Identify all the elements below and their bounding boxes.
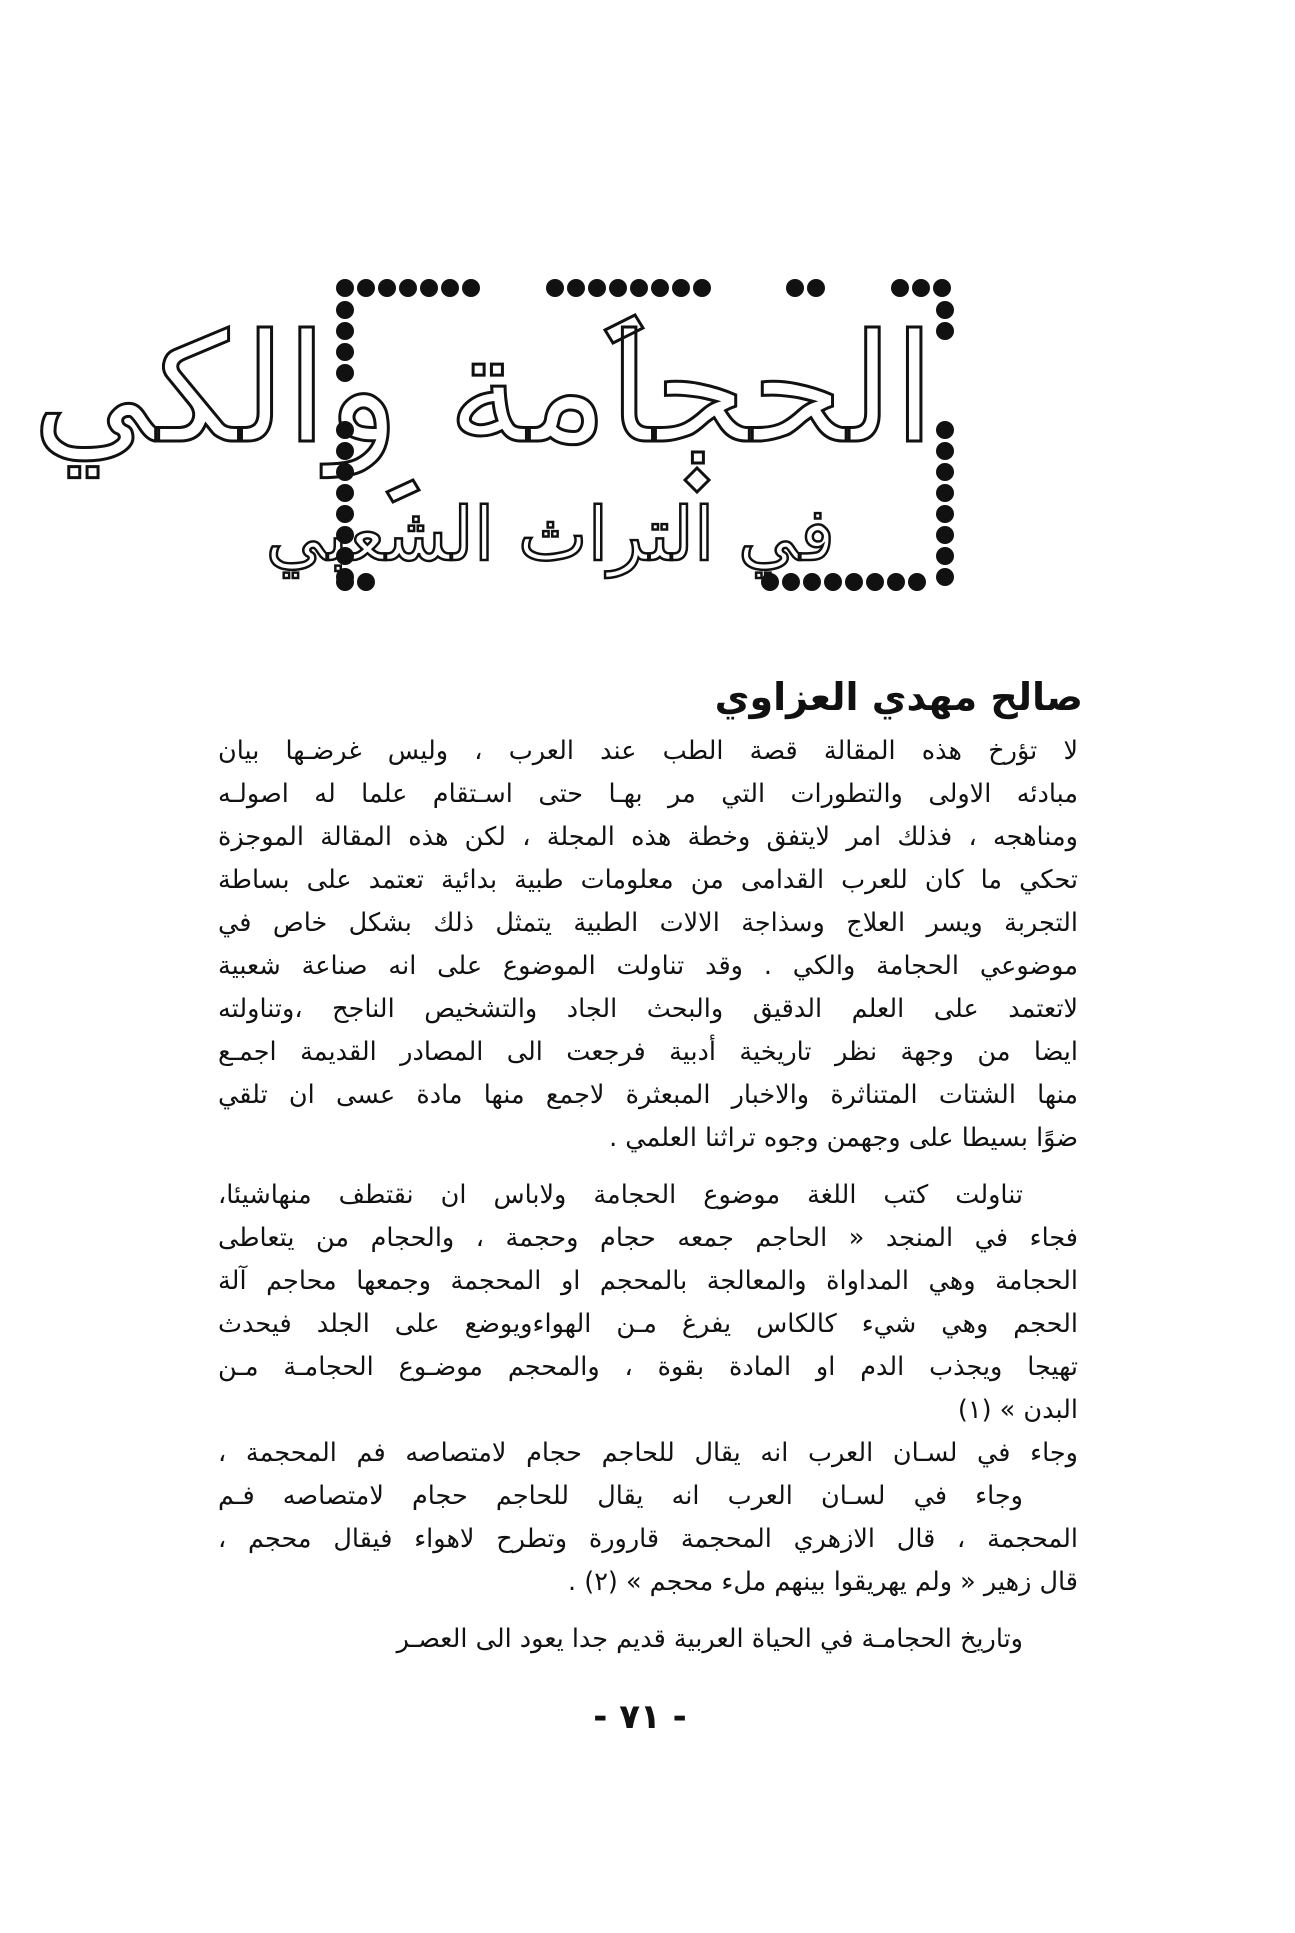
text-line: وجاء في لسـان العرب انه يقال للحاجم حجام لامتصاصه فـم bbox=[218, 1481, 1023, 1511]
text-line: تناولت كتب اللغة موضوع الحجامة ولاباس ان نقتطف منهاشيئا، bbox=[218, 1180, 1023, 1210]
article-subtitle: في التراث الشعبي bbox=[265, 492, 835, 578]
text-line: المحجمة ، قال الازهري المحجمة قارورة وتطرح لاهواء فيقال محجم ، bbox=[218, 1524, 1078, 1554]
text-line: لا تؤرخ هذه المقالة قصة الطب عند العرب ، وليس غرضـها بيان bbox=[218, 736, 1078, 766]
text-line: ومناهجه ، فذلك امر لايتفق وخطة هذه المجلة ، لكن هذه المقالة الموجزة bbox=[218, 822, 1078, 852]
text-line: التجربة ويسر العلاج وسذاجة الالات الطبية يتمثل ذلك بشكل خاص في bbox=[218, 908, 1078, 938]
border-dot bbox=[609, 279, 627, 297]
text-line: وجاء في لسـان العرب انه يقال للحاجم حجام لامتصاصه فم المحجمة ، bbox=[218, 1438, 1078, 1468]
paragraph bbox=[218, 1618, 1078, 1661]
border-dot bbox=[378, 279, 396, 297]
border-dot bbox=[936, 505, 954, 523]
text-line: تهيجا ويجذب الدم او المادة بقوة ، والمحجم موضـوع الحجامـة مـن bbox=[218, 1352, 1078, 1382]
article-title: الحجامة والكي bbox=[32, 303, 935, 477]
border-dot bbox=[936, 301, 954, 319]
author-name: صالح مهدي العزاوي bbox=[714, 675, 1083, 719]
border-dot bbox=[936, 568, 954, 586]
border-dot bbox=[441, 279, 459, 297]
border-dot bbox=[693, 279, 711, 297]
border-dot bbox=[807, 279, 825, 297]
text-line: الحجامة وهي المداواة والمعالجة بالمحجم او المحجمة وجمعها محاجم آلة bbox=[218, 1266, 1078, 1296]
border-dot bbox=[936, 322, 954, 340]
border-dot bbox=[936, 484, 954, 502]
text-line: فجاء في المنجد « الحاجم جمعه حجام وحجمة ، والحجام من يتعاطى bbox=[218, 1223, 1078, 1253]
border-dot bbox=[936, 421, 954, 439]
text-line: البدن » (١) bbox=[957, 1395, 1078, 1425]
text-line: ايضا من وجهة نظر تاريخية أدبية فرجعت الى المصادر القديمة اجمـع bbox=[218, 1037, 1078, 1067]
border-dot bbox=[399, 279, 417, 297]
title-frame bbox=[32, 270, 965, 600]
text-line: مبادئه الاولى والتطورات التي مر بهـا حتى اسـتقام علما له اصولـه bbox=[218, 779, 1078, 809]
border-dot bbox=[336, 279, 354, 297]
text-line: موضوعي الحجامة والكي . وقد تناولت الموضوع على انه صناعة شعبية bbox=[218, 951, 1078, 981]
page-number: - ٧١ - bbox=[593, 1697, 687, 1737]
border-dot bbox=[936, 442, 954, 460]
border-dot bbox=[912, 279, 930, 297]
border-dot bbox=[546, 279, 564, 297]
article-body bbox=[218, 730, 1078, 1675]
border-dot bbox=[887, 573, 905, 591]
text-line: ضوًا بسيطا على وجهمن وجوه تراثنا العلمي . bbox=[609, 1123, 1078, 1153]
text-line: قال زهير « ولم يهريقوا بينهم ملء محجم » (٢) . bbox=[568, 1567, 1078, 1597]
border-dot bbox=[588, 279, 606, 297]
paragraph bbox=[218, 1174, 1078, 1604]
border-dot bbox=[908, 573, 926, 591]
border-dot bbox=[936, 463, 954, 481]
paragraph bbox=[218, 730, 1078, 1160]
border-dot bbox=[462, 279, 480, 297]
text-line: تحكي ما كان للعرب القدامى من معلومات طبية بدائية تعتمد على بساطة bbox=[218, 865, 1078, 895]
border-dot bbox=[651, 279, 669, 297]
border-dot bbox=[630, 279, 648, 297]
border-dot bbox=[891, 279, 909, 297]
border-dot bbox=[567, 279, 585, 297]
border-dot bbox=[845, 573, 863, 591]
text-line: لاتعتمد على العلم الدقيق والبحث الجاد والتشخيص الناجح ،وتناولته bbox=[218, 994, 1078, 1024]
border-dot bbox=[420, 279, 438, 297]
border-dot bbox=[786, 279, 804, 297]
text-line: وتاريخ الحجامـة في الحياة العربية قديم جدا يعود الى العصـر bbox=[396, 1624, 1023, 1654]
text-line: الحجم وهي شيء كالكاس يفرغ مـن الهواءويوضع على الجلد فيحدث bbox=[218, 1309, 1078, 1339]
text-line: منها الشتات المتناثرة والاخبار المبعثرة لاجمع منها مادة عسى ان تلقي bbox=[218, 1080, 1078, 1110]
border-dot bbox=[933, 279, 951, 297]
border-dot bbox=[936, 526, 954, 544]
border-dot bbox=[672, 279, 690, 297]
border-dot bbox=[357, 279, 375, 297]
border-dot bbox=[866, 573, 884, 591]
border-dot bbox=[936, 547, 954, 565]
